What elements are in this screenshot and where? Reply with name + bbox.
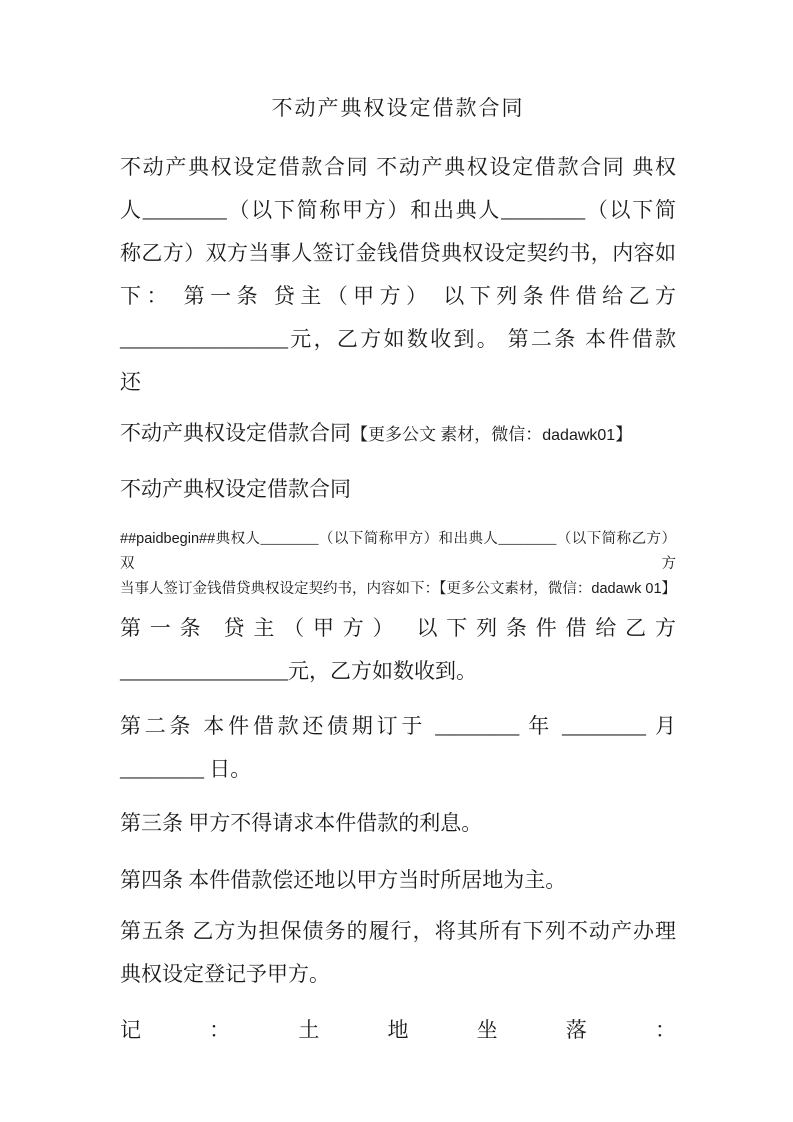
intro-line-3: 称乙方）双方当事人签订金钱借贷典权设定契约书，内容如 bbox=[120, 241, 676, 265]
intro-line-6: 还 bbox=[120, 370, 141, 394]
article-1-line-2: ________________元，乙方如数收到。 bbox=[120, 659, 477, 683]
article-1-line-1: 第一条 贷主（甲方） 以下列条件借给乙方 bbox=[120, 616, 676, 640]
paid-line-1 bbox=[120, 527, 676, 577]
subtitle-with-promo bbox=[120, 412, 676, 457]
article-2-line-1: 第二条 本件借款还债期订于 ________ 年 ________ 月 bbox=[120, 714, 676, 738]
article-4: 第四条 本件借款偿还地以甲方当时所居地为主。 bbox=[120, 868, 567, 892]
intro-line-1: 不动产典权设定借款合同 不动产典权设定借款合同 典权 bbox=[120, 155, 676, 179]
paid-line-2-text: 当事人签订金钱借贷典权设定契约书，内容如下： bbox=[120, 581, 440, 597]
article-5 bbox=[120, 910, 676, 996]
subtitle: 不动产典权设定借款合同 bbox=[120, 477, 351, 501]
wechat-id: dadawk01 bbox=[542, 427, 616, 444]
promo-close-bracket: 】 bbox=[615, 425, 633, 444]
intro-line-4: 下： 第一条 贷主（甲方） 以下列条件借给乙方 bbox=[120, 284, 676, 308]
paid-line-1-text: 典权人________（以下简称甲方）和出典人________（以下简称乙方）双方 bbox=[120, 531, 676, 572]
promo-note-2 bbox=[439, 581, 676, 597]
article-5-line-1: 第五条 乙方为担保债务的履行，将其所有下列不动产办理 bbox=[120, 919, 676, 943]
promo-open-bracket: 【更多公文 素材，微信： bbox=[351, 425, 543, 444]
paidbegin-marker: ##paidbegin## bbox=[120, 531, 216, 547]
article-5-line-2: 典权设定登记予甲方。 bbox=[120, 962, 330, 986]
intro-line-5: ________________元，乙方如数收到。 第二条 本件借款 bbox=[120, 327, 676, 351]
article-2-line-2: ________ 日。 bbox=[120, 757, 252, 781]
paid-line-2 bbox=[120, 577, 676, 602]
record-land-location-line: 记 ： 土 地 坐 落 ： bbox=[120, 1018, 676, 1042]
wechat-id-2: dadawk 01 bbox=[591, 581, 662, 597]
document-content bbox=[120, 0, 676, 1052]
article-3: 第三条 甲方不得请求本件借款的利息。 bbox=[120, 811, 483, 835]
intro-paragraph bbox=[120, 146, 676, 404]
subtitle-repeat-text: 不动产典权设定借款合同 bbox=[120, 421, 351, 445]
article-1 bbox=[120, 607, 676, 693]
promo-note bbox=[351, 425, 632, 444]
promo-2-close-bracket: 】 bbox=[661, 581, 677, 597]
promo-2-open-bracket: 【更多公文素材，微信： bbox=[439, 581, 592, 597]
paid-paragraph bbox=[120, 527, 676, 602]
intro-line-2: 人________（以下简称甲方）和出典人________（以下简 bbox=[120, 198, 676, 222]
article-2 bbox=[120, 705, 676, 791]
page-title: 不动产典权设定借款合同 bbox=[271, 96, 525, 120]
